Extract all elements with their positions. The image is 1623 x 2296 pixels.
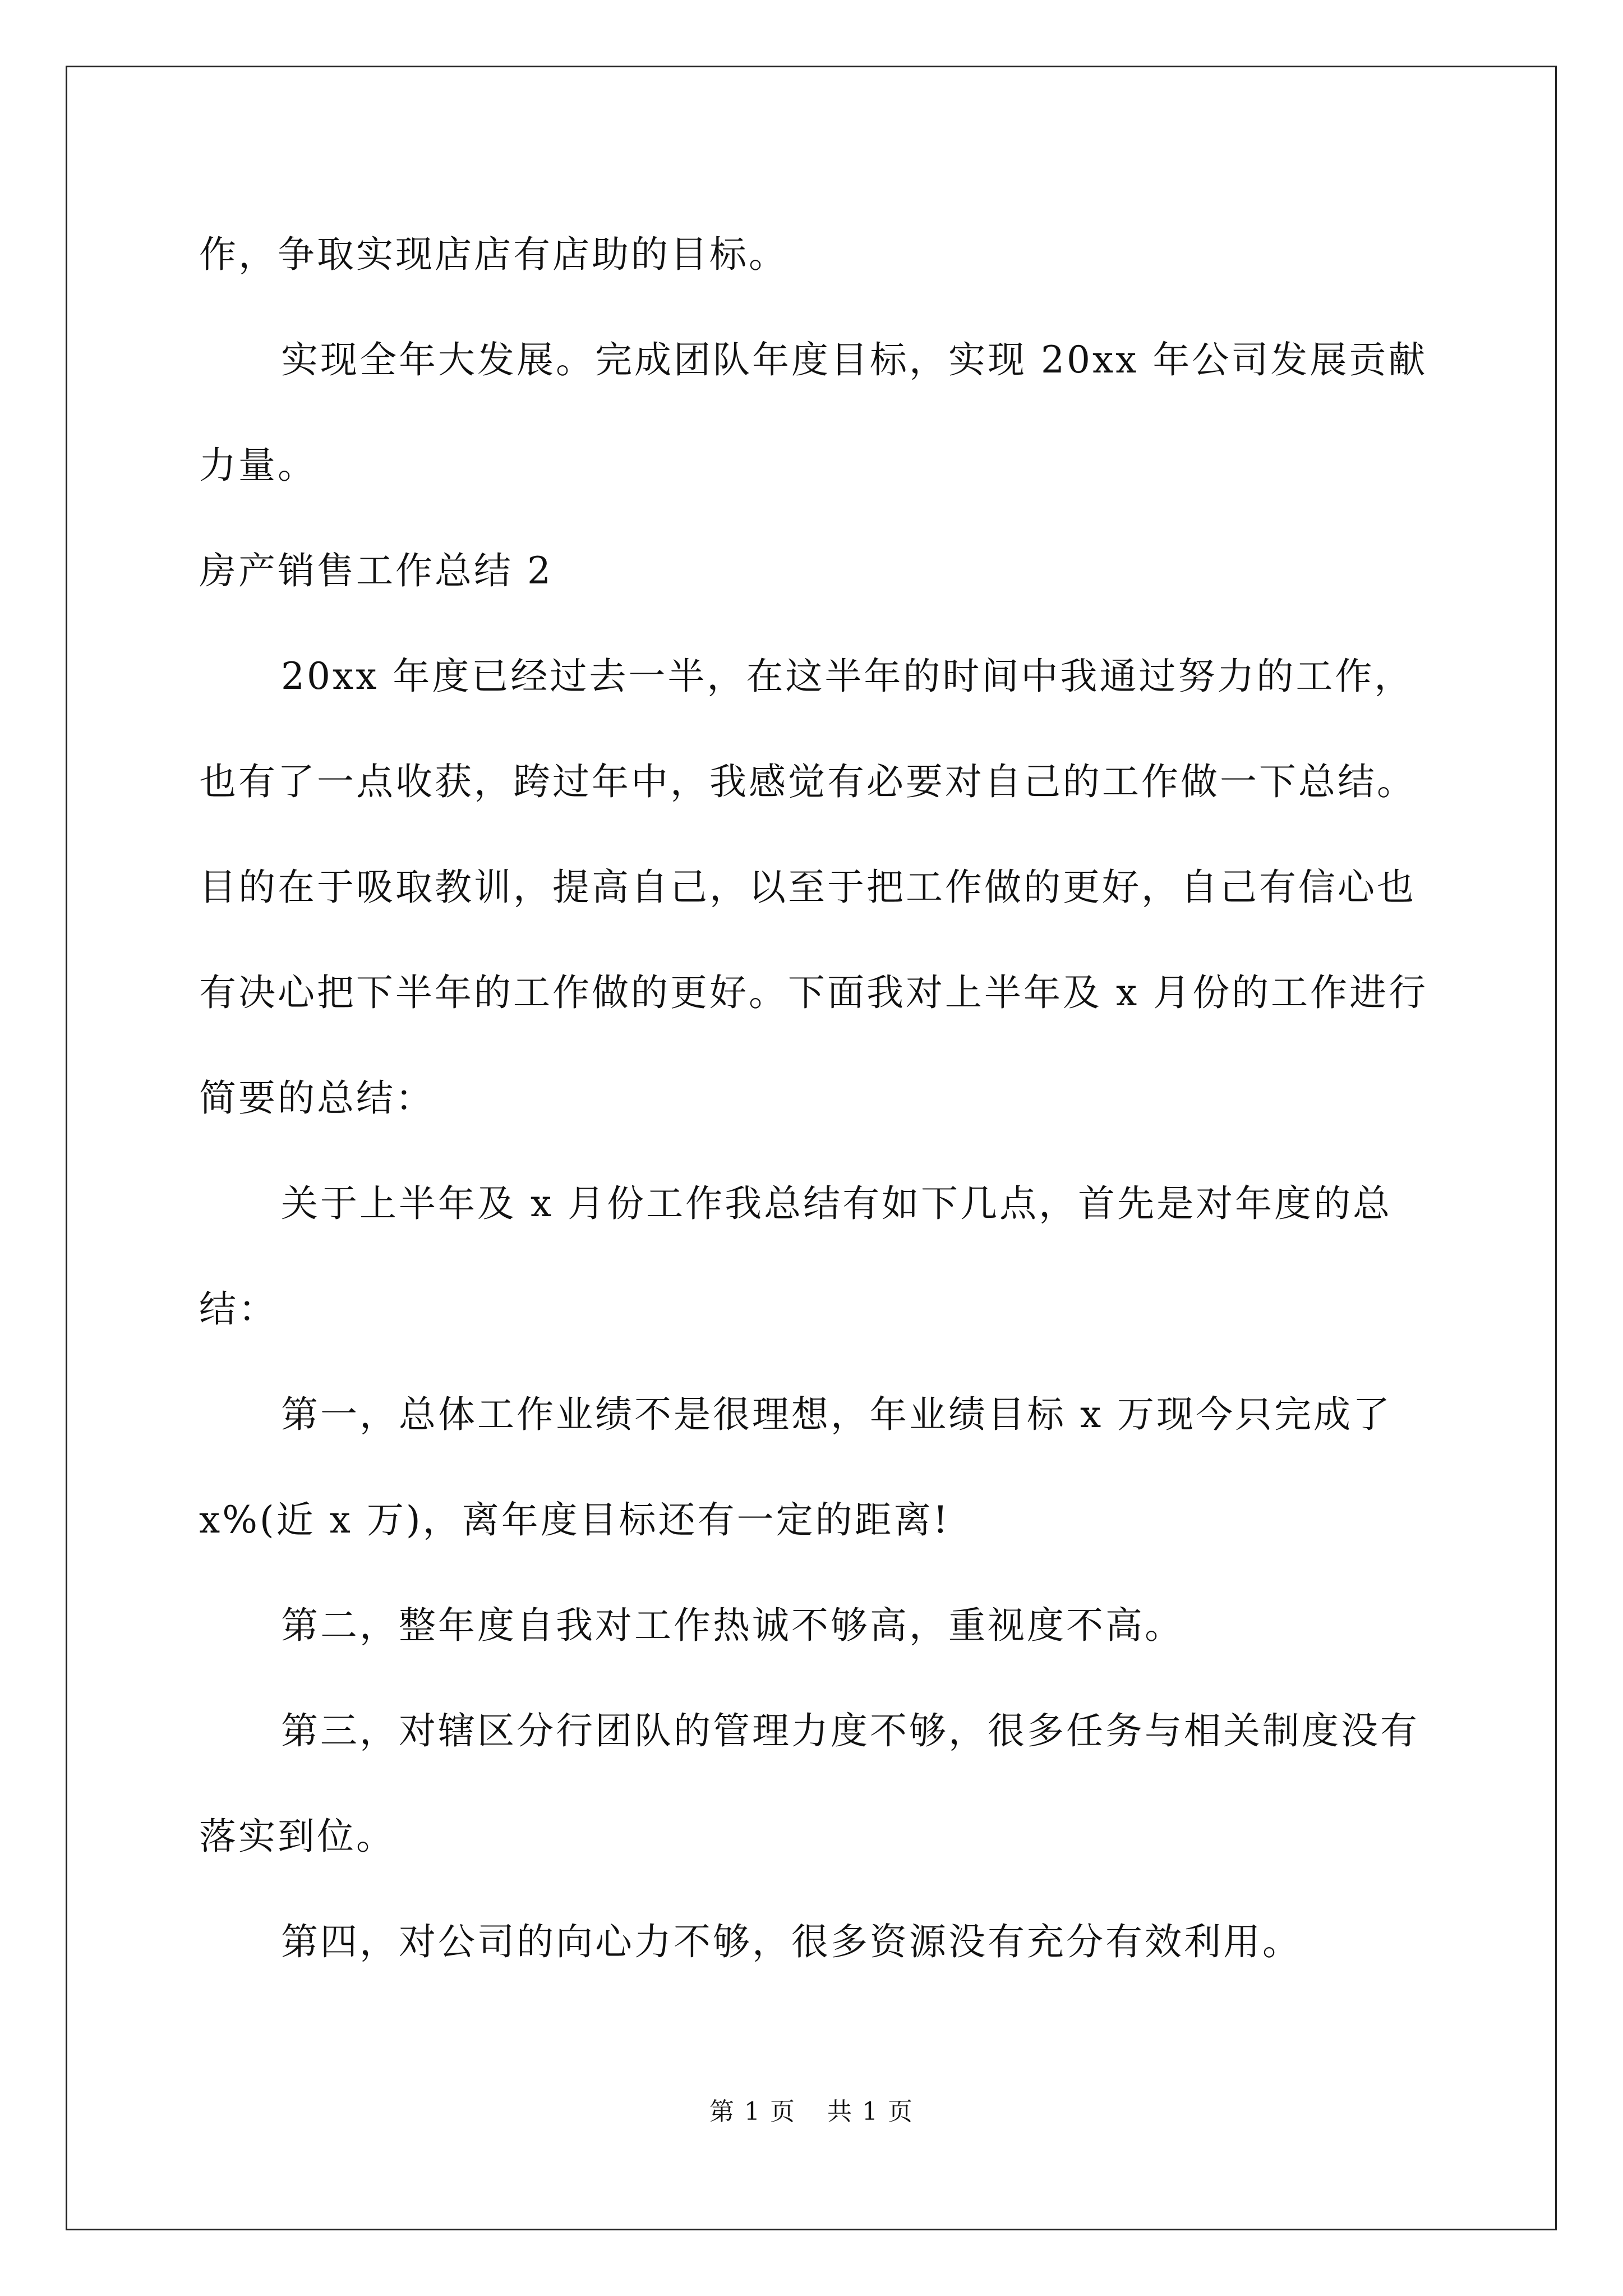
paragraph-5: 第一，总体工作业绩不是很理想，年业绩目标 x 万现今只完成了 x%(近 x 万)，离年度目标还有一定的距离! xyxy=(199,1393,1393,1542)
page-footer xyxy=(0,2091,1623,2127)
paragraph-3: 20xx 年度已经过去一半，在这半年的时间中我通过努力的工作，也有了一点收获，跨过年中，我感觉有必要对自己的工作做一下总结。目的在于吸取教训，提高自己，以至于把工作做的更好，自己有信心也有决心把下半年的工作做的更好。下面我对上半年及 x 月份的工作进行简要的总结： xyxy=(199,655,1428,1120)
paragraph-1: 作，争取实现店店有店助的目标。 xyxy=(199,233,788,276)
paragraph-7: 第三，对辖区分行团队的管理力度不够，很多任务与相关制度没有落实到位。 xyxy=(199,1709,1419,1858)
paragraph-4: 关于上半年及 x 月份工作我总结有如下几点，首先是对年度的总结： xyxy=(199,1182,1393,1331)
paragraph-8: 第四，对公司的向心力不够，很多资源没有充分有效利用。 xyxy=(281,1920,1302,1963)
paragraph-6: 第二，整年度自我对工作热诚不够高，重视度不高。 xyxy=(281,1604,1184,1647)
page-total: 共 1 页 xyxy=(827,2097,914,2126)
section-heading: 房产销售工作总结 2 xyxy=(199,549,553,592)
paragraph-2: 实现全年大发展。完成团队年度目标，实现 20xx 年公司发展贡献力量。 xyxy=(199,338,1428,487)
document-body xyxy=(199,202,1450,1995)
page-number: 第 1 页 xyxy=(709,2097,796,2126)
